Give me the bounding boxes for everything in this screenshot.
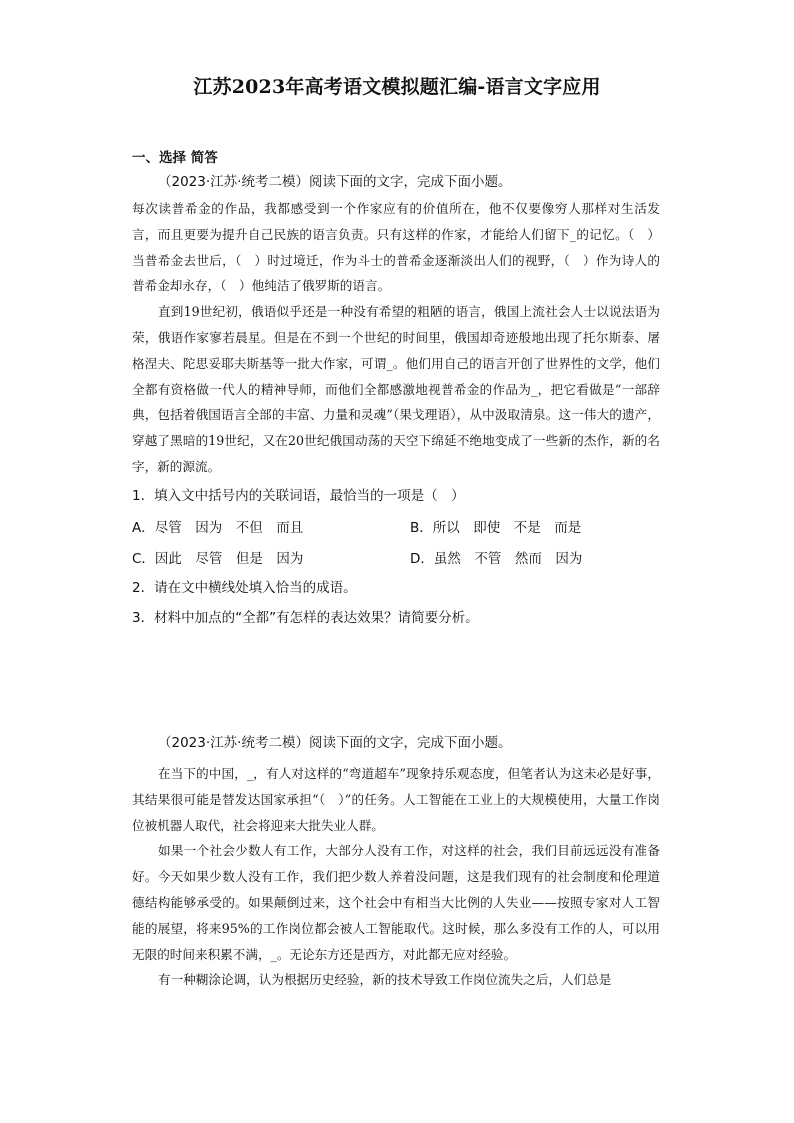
option-b[interactable]: B．所以 即使 不是 而是 xyxy=(410,519,582,536)
group-intro: （2023·江苏·统考二模）阅读下面的文字，完成下面小题。 xyxy=(158,735,512,751)
passage-paragraph: 如果一个社会少数人有工作，大部分人没有工作，对这样的社会，我们目前远远没有准备好。今天如果少数人没有工作，我们把少数人养着没问题，这是我们现有的社会制度和伦理道德结构能够承受的。如果颠倒过来，这个社会中有相当大比例的人失业——按照专家对人工智能的展望，将来95%的工作岗位都会被人工智能取代。这时候，那么多没有工作的人，可以用无限的时间来积累不满，_。无论东方还是西方，对此都无应对经验。 xyxy=(132,843,660,962)
question-3: 3．材料中加点的“全都”有怎样的表达效果？请简要分析。 xyxy=(132,609,479,626)
passage-paragraph: 在当下的中国，_，有人对这样的“弯道超车”现象持乐观态度，但笔者认为这未必是好事，其结果很可能是替发达国家承担“（ ）”的任务。人工智能在工业上的大规模使用，大量工作岗位被机器人取代，社会将迎来大批失业人群。 xyxy=(132,766,660,833)
passage-paragraph: 每次读普希金的作品，我都感受到一个作家应有的价值所在，他不仅要像穷人那样对生活发言，而且更要为提升自己民族的语言负责。只有这样的作家，才能给人们留下_的记忆。（ ）当普希金去世后，（ ）时过境迁，作为斗士的普希金逐渐淡出人们的视野，（ ）作为诗人的普希金却永存，（ ）他纯洁了俄罗斯的语言。 xyxy=(132,201,660,294)
question-group-1 xyxy=(132,172,660,628)
passage-paragraph: 直到19世纪初，俄语似乎还是一种没有希望的粗陋的语言，俄国上流社会人士以说法语为荣，俄语作家寥若晨星。但是在不到一个世纪的时间里，俄国却奇迹般地出现了托尔斯泰、屠格涅夫、陀思妥耶夫斯基等一批大作家，可谓_。他们用自己的语言开创了世界性的文学，他们全都有资格做一代人的精神导师，而他们全都感激地视普希金的作品为_，把它看做是“一部辞典，包括着俄国语言全部的丰富、力量和灵魂”（果戈理语），从中汲取清泉。这一伟大的遗产，穿越了黑暗的19世纪，又在20世纪俄国动荡的天空下绵延不绝地变成了一些新的杰作，新的名字，新的源流。 xyxy=(132,304,660,474)
section-heading: 一、选择 简答 xyxy=(132,150,218,166)
option-a[interactable]: A．尽管 因为 不但 而且 xyxy=(132,519,304,536)
group-intro: （2023·江苏·统考二模）阅读下面的文字，完成下面小题。 xyxy=(158,174,512,190)
question-1: 1．填入文中括号内的关联词语，最恰当的一项是（ ） xyxy=(132,487,465,504)
page-title: 江苏2023年高考语文模拟题汇编-语言文字应用 xyxy=(193,76,601,98)
option-c[interactable]: C．因此 尽管 但是 因为 xyxy=(132,550,304,567)
question-group-2 xyxy=(132,733,660,993)
options-row-2 xyxy=(132,547,660,578)
question-2: 2．请在文中横线处填入恰当的成语。 xyxy=(132,579,357,596)
passage-paragraph: 有一种糊涂论调，认为根据历史经验，新的技术导致工作岗位流失之后，人们总是 xyxy=(158,972,612,988)
options-row-1 xyxy=(132,516,660,547)
option-d[interactable]: D．虽然 不管 然而 因为 xyxy=(410,550,583,567)
